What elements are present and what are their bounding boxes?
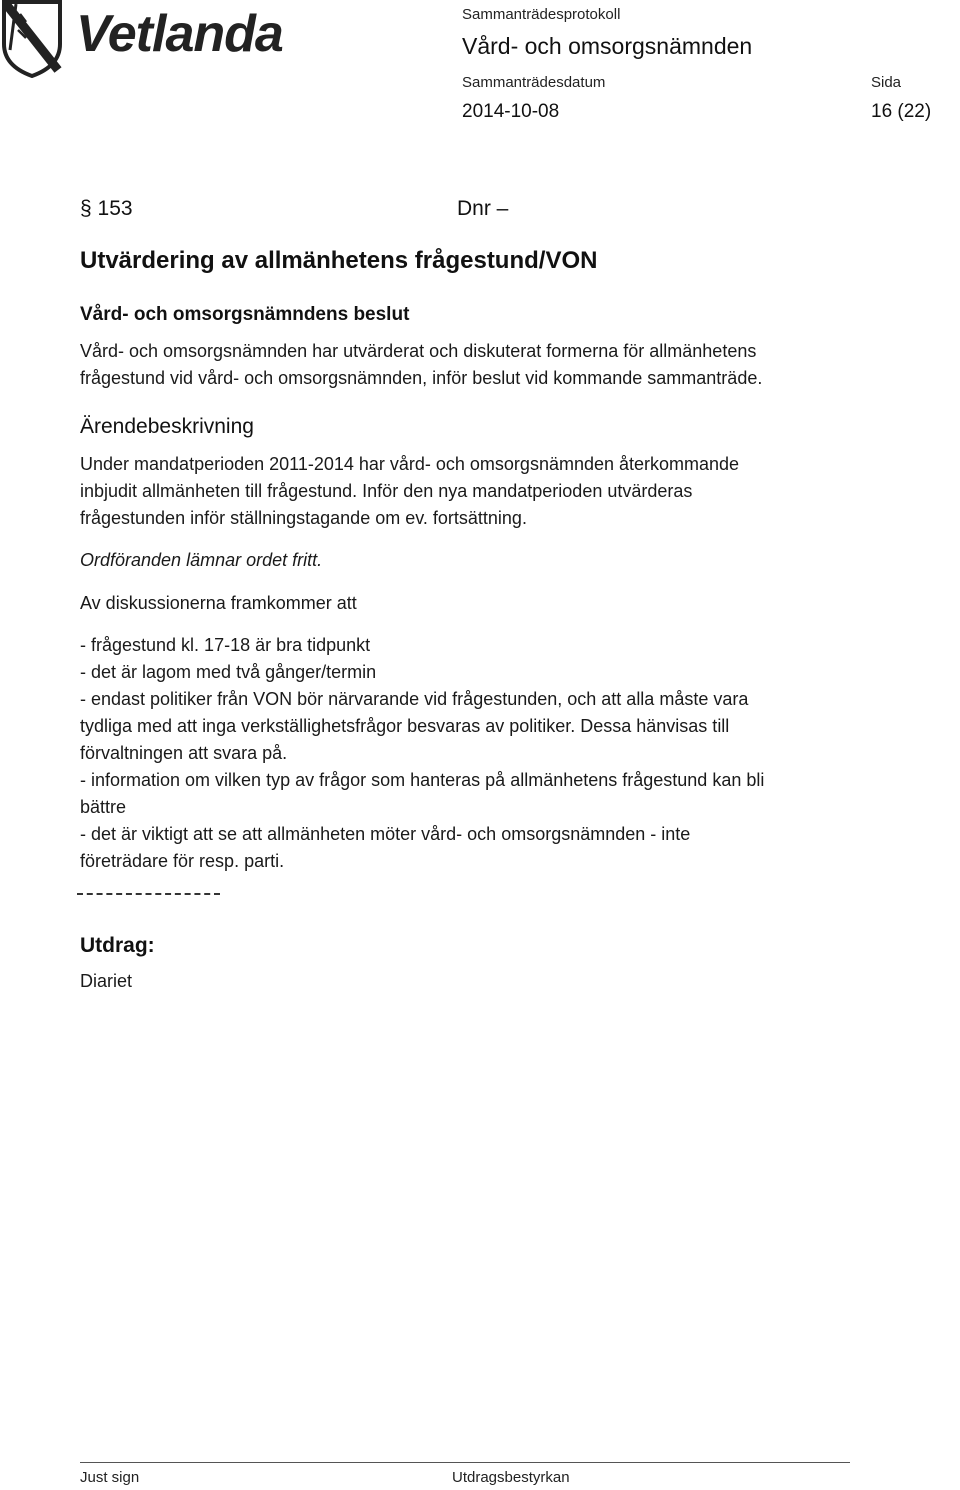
committee-name: Vård- och omsorgsnämnden [462,33,753,59]
discussion-line: - endast politiker från VON bör närvarande vid frågestunden, och att alla måste vara [80,689,749,709]
discussion-line: bättre [80,797,127,817]
item-title: Utvärdering av allmänhetens frågestund/VON [80,247,598,274]
discussion-line: - det är viktigt att se att allmänheten möter vård- och omsorgsnämnden - inte [80,824,691,844]
doc-type: Sammanträdesprotokoll [462,6,621,23]
discussion-intro: Av diskussionerna framkommer att [80,593,357,613]
separator-line [77,893,220,895]
discussion-line: - det är lagom med två gånger/termin [80,662,377,682]
extract-recipient: Diariet [80,971,133,991]
paragraph-number: § 153 [80,197,133,220]
chair-note: Ordföranden lämnar ordet fritt. [80,550,323,570]
discussion-line: tydliga med att inga verkställighetsfrågor besvaras av politiker. Dessa hänvisas till [80,716,730,736]
decision-text [80,338,762,392]
description-heading: Ärendebeskrivning [80,415,254,438]
sign-label: Just sign [80,1469,140,1486]
decision-line: frågestund vid vård- och omsorgsnämnden, inför beslut vid kommande sammanträde. [80,368,763,388]
extract-heading: Utdrag: [80,934,155,957]
footer-rule [80,1462,850,1463]
description-text [80,451,739,532]
certify-label: Utdragsbestyrkan [452,1469,570,1486]
date-value: 2014-10-08 [462,101,560,122]
discussion-line: förvaltningen att svara på. [80,743,288,763]
page-value: 16 (22) [871,101,932,122]
date-label: Sammanträdesdatum [462,74,606,91]
discussion-line: - information om vilken typ av frågor som hanteras på allmänhetens frågestund kan bli [80,770,765,790]
discussion-line: företrädare för resp. parti. [80,851,285,871]
discussion-line: - frågestund kl. 17-18 är bra tidpunkt [80,635,371,655]
discussion-list [80,632,764,875]
vetlanda-shield-logo [0,0,64,78]
decision-heading: Vård- och omsorgsnämndens beslut [80,304,410,325]
logo-wordmark: Vetlanda [76,5,283,63]
decision-line: Vård- och omsorgsnämnden har utvärderat och diskuterat formerna för allmänhetens [80,341,757,361]
dnr: Dnr – [457,197,509,220]
description-line: inbjudit allmänheten till frågestund. Inför den nya mandatperioden utvärderas [80,481,693,501]
description-line: Under mandatperioden 2011-2014 har vård- och omsorgsnämnden återkommande [80,454,740,474]
description-line: frågestunden inför ställningstagande om ev. fortsättning. [80,508,527,528]
page-label: Sida [871,74,902,91]
